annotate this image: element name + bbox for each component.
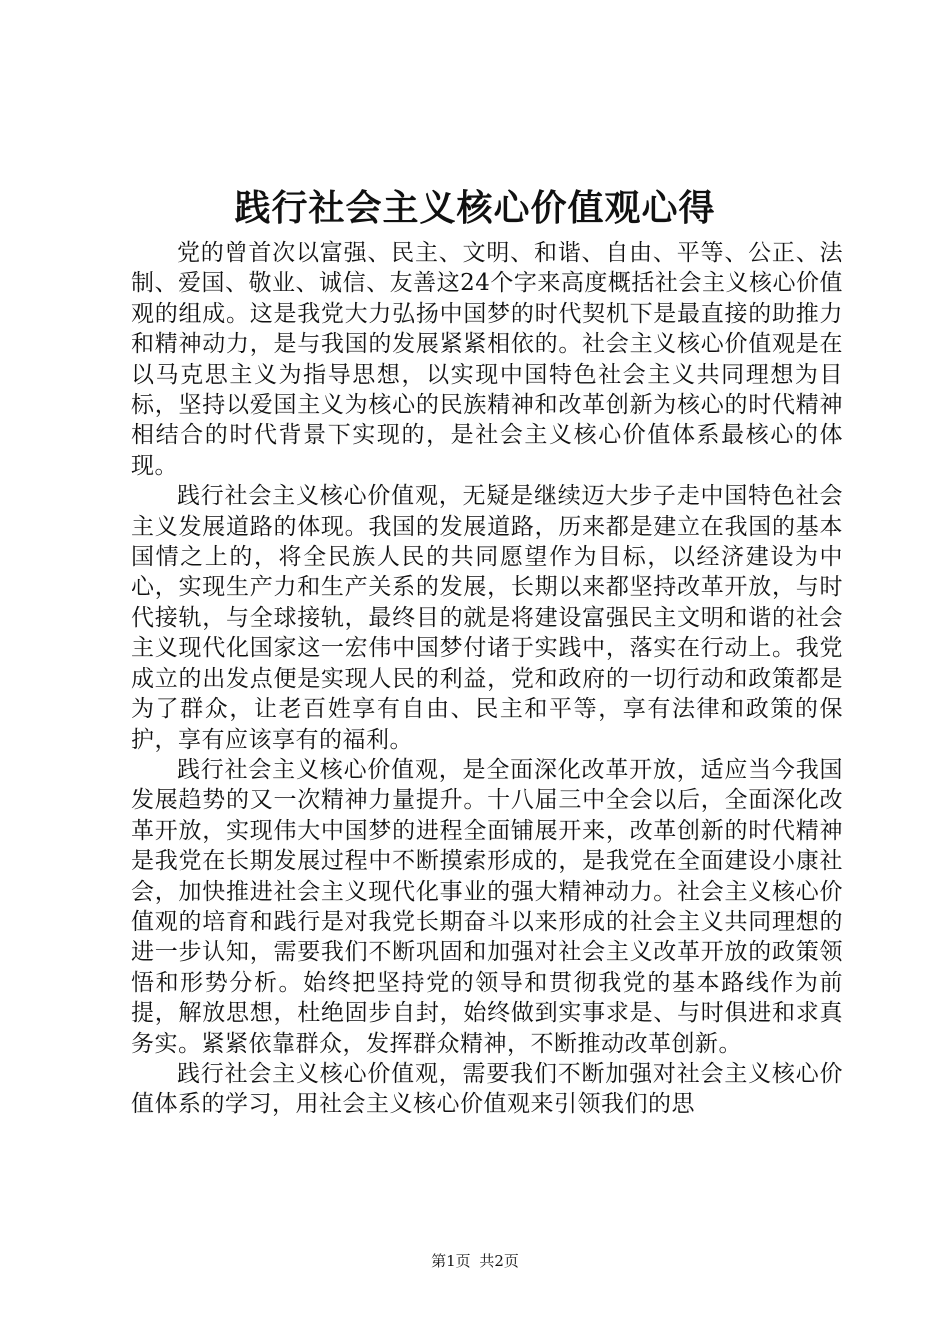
page-number-current: 第1页: [431, 1252, 471, 1270]
page-number-total: 共2页: [479, 1252, 519, 1270]
page-footer: [0, 1250, 950, 1272]
paragraph: 党的曾首次以富强、民主、文明、和谐、自由、平等、公正、法制、爱国、敬业、诚信、友善这24个字来高度概括社会主义核心价值观的组成。这是我党大力弘扬中国梦的时代契机下是最直接的助推力和精神动力，是与我国的发展紧紧相依的。社会主义核心价值观是在以马克思主义为指导思想，以实现中国特色社会主义共同理想为目标，坚持以爱国主义为核心的民族精神和改革创新为核心的时代精神相结合的时代背景下实现的，是社会主义核心价值体系最核心的体现。: [131, 240, 843, 479]
paragraph: 践行社会主义核心价值观，无疑是继续迈大步子走中国特色社会主义发展道路的体现。我国的发展道路，历来都是建立在我国的基本国情之上的，将全民族人民的共同愿望作为目标，以经济建设为中心，实现生产力和生产关系的发展，长期以来都坚持改革开放，与时代接轨，与全球接轨，最终目的就是将建设富强民主文明和谐的社会主义现代化国家这一宏伟中国梦付诸于实践中，落实在行动上。我党成立的出发点便是实现人民的利益，党和政府的一切行动和政策都是为了群众，让老百姓享有自由、民主和平等，享有法律和政策的保护，享有应该享有的福利。: [131, 483, 843, 753]
paragraph: 践行社会主义核心价值观，需要我们不断加强对社会主义核心价值体系的学习，用社会主义核心价值观来引领我们的思: [131, 1060, 843, 1118]
document-title: 践行社会主义核心价值观心得: [234, 188, 716, 229]
paragraph: 践行社会主义核心价值观，是全面深化改革开放，适应当今我国发展趋势的又一次精神力量提升。十八届三中全会以后，全面深化改革开放，实现伟大中国梦的进程全面铺展开来，改革创新的时代精神是我党在长期发展过程中不断摸索形成的，是我党在全面建设小康社会，加快推进社会主义现代化事业的强大精神动力。社会主义核心价值观的培育和践行是对我党长期奋斗以来形成的社会主义共同理想的进一步认知，需要我们不断巩固和加强对社会主义改革开放的政策领悟和形势分析。始终把坚持党的领导和贯彻我党的基本路线作为前提，解放思想，杜绝固步自封，始终做到实事求是、与时俱进和求真务实。紧紧依靠群众，发挥群众精神，不断推动改革创新。: [131, 756, 843, 1057]
document-body: [131, 238, 843, 1120]
